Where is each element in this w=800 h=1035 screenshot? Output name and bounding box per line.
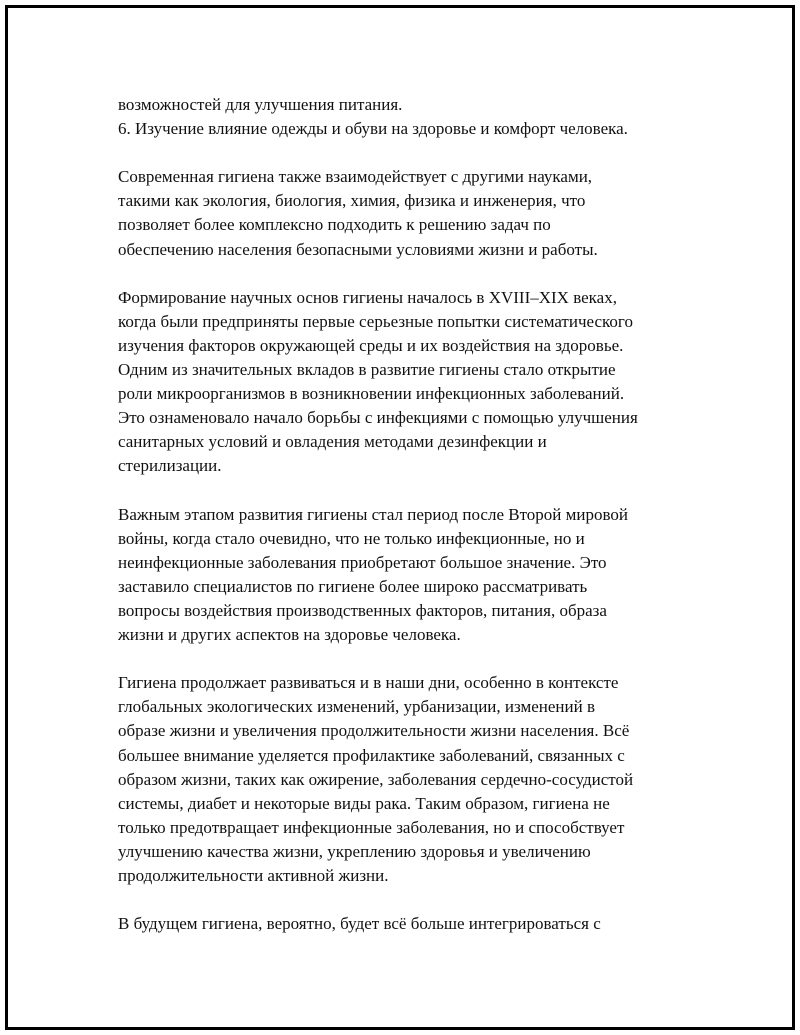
text-line: системы, диабет и некоторые виды рака. Таким образом, гигиена не bbox=[118, 793, 610, 813]
text-line: образе жизни и увеличения продолжительности жизни населения. Всё bbox=[118, 721, 630, 741]
text-line: только предотвращает инфекционные заболевания, но и способствует bbox=[118, 817, 625, 837]
text-line: позволяет более комплексно подходить к решению задач по bbox=[118, 215, 551, 235]
text-line: глобальных экологических изменений, урбанизации, изменений в bbox=[118, 697, 595, 717]
text-line: Современная гигиена также взаимодействует с другими науками, bbox=[118, 167, 593, 187]
text-line: санитарных условий и овладения методами дезинфекции и bbox=[118, 432, 547, 452]
text-line: неинфекционные заболевания приобретают большое значение. Это bbox=[118, 552, 607, 572]
text-line: 6. Изучение влияние одежды и обуви на здоровье и комфорт человека. bbox=[118, 119, 628, 139]
paragraph-4 bbox=[118, 503, 718, 648]
text-line: продолжительности активной жизни. bbox=[118, 866, 389, 885]
paragraph-3 bbox=[118, 286, 718, 479]
text-line: такими как экология, биология, химия, физика и инженерия, что bbox=[118, 191, 586, 211]
text-line: стерилизации. bbox=[118, 456, 222, 476]
text-line: заставило специалистов по гигиене более широко рассматривать bbox=[118, 576, 588, 596]
text-line: В будущем гигиена, вероятно, будет всё больше интегрироваться с bbox=[118, 914, 601, 934]
paragraph-2 bbox=[118, 165, 718, 261]
text-line: изучения факторов окружающей среды и их воздействия на здоровье. bbox=[118, 335, 624, 355]
text-line: Гигиена продолжает развиваться и в наши дни, особенно в контексте bbox=[118, 673, 619, 693]
text-line: Формирование научных основ гигиены началось в XVIII–XIX веках, bbox=[118, 287, 617, 307]
text-line: войны, когда стало очевидно, что не только инфекционные, но и bbox=[118, 528, 585, 548]
text-line: вопросы воздействия производственных факторов, питания, образа bbox=[118, 600, 607, 620]
text-line: когда были предприняты первые серьезные попытки систематического bbox=[118, 311, 633, 331]
text-line: роли микроорганизмов в возникновении инфекционных заболеваний. bbox=[118, 384, 625, 404]
text-line: Одним из значительных вкладов в развитие гигиены стало открытие bbox=[118, 360, 616, 380]
text-line: возможностей для улучшения питания. bbox=[118, 95, 403, 114]
paragraph-5 bbox=[118, 671, 718, 888]
paragraph-6 bbox=[118, 912, 718, 936]
text-line: Это ознаменовало начало борьбы с инфекциями с помощью улучшения bbox=[118, 408, 638, 428]
text-line: большее внимание уделяется профилактике заболеваний, связанных с bbox=[118, 745, 625, 765]
text-line: образом жизни, таких как ожирение, заболевания сердечно-сосудистой bbox=[118, 769, 634, 789]
paragraph-1 bbox=[118, 93, 718, 141]
text-line: улучшению качества жизни, укреплению здоровья и увеличению bbox=[118, 841, 591, 861]
text-line: Важным этапом развития гигиены стал период после Второй мировой bbox=[118, 504, 628, 524]
text-line: жизни и других аспектов на здоровье человека. bbox=[118, 625, 461, 645]
text-line: обеспечению населения безопасными условиями жизни и работы. bbox=[118, 239, 598, 259]
document-body bbox=[118, 93, 718, 936]
